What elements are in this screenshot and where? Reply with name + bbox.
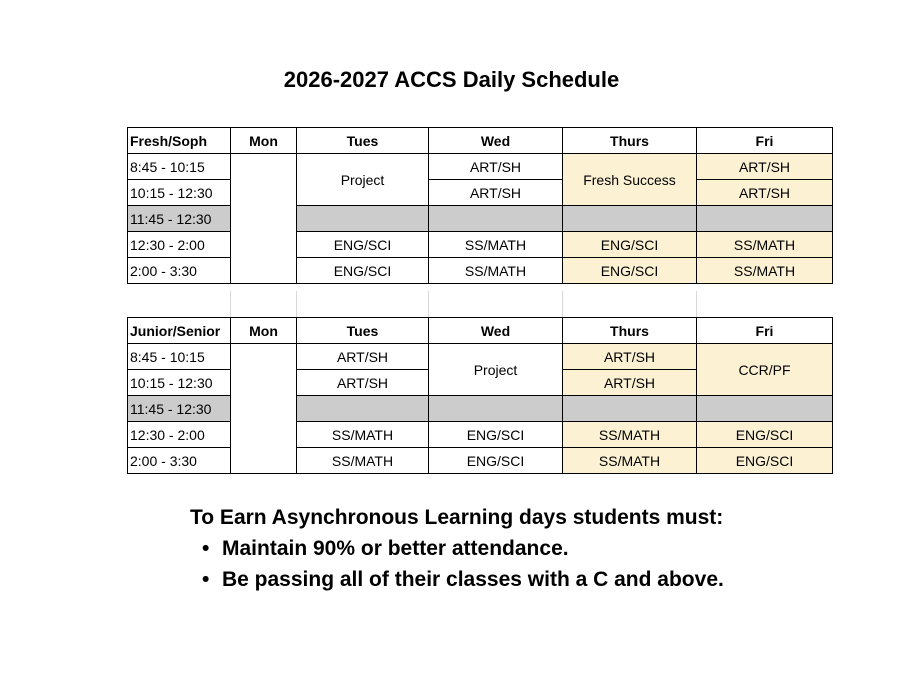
class-cell: SS/MATH bbox=[297, 448, 429, 474]
class-cell: ART/SH bbox=[563, 370, 697, 396]
break-cell bbox=[697, 206, 833, 232]
class-cell: ENG/SCI bbox=[429, 422, 563, 448]
day-header-wed: Wed bbox=[429, 318, 563, 344]
time-slot: 8:45 - 10:15 bbox=[128, 154, 231, 180]
table-header-row bbox=[128, 128, 833, 154]
class-cell: Project bbox=[429, 344, 563, 396]
class-cell: SS/MATH bbox=[563, 448, 697, 474]
spacer-divider bbox=[696, 291, 697, 317]
time-slot: 10:15 - 12:30 bbox=[128, 180, 231, 206]
day-header-thurs: Thurs bbox=[563, 128, 697, 154]
group-label: Fresh/Soph bbox=[128, 128, 231, 154]
class-cell: ART/SH bbox=[563, 344, 697, 370]
requirements-heading: To Earn Asynchronous Learning days students must: bbox=[190, 506, 724, 529]
break-cell bbox=[429, 206, 563, 232]
day-header-tues: Tues bbox=[297, 318, 429, 344]
class-cell: SS/MATH bbox=[697, 232, 833, 258]
break-cell bbox=[563, 396, 697, 422]
class-cell: ART/SH bbox=[297, 344, 429, 370]
time-slot: 11:45 - 12:30 bbox=[128, 206, 231, 232]
break-cell bbox=[429, 396, 563, 422]
class-cell: ENG/SCI bbox=[297, 258, 429, 284]
class-cell: ENG/SCI bbox=[429, 448, 563, 474]
day-header-fri: Fri bbox=[697, 128, 833, 154]
time-slot: 2:00 - 3:30 bbox=[128, 258, 231, 284]
requirements-list bbox=[190, 533, 724, 595]
class-cell: ART/SH bbox=[429, 154, 563, 180]
mon-cell bbox=[231, 154, 297, 284]
table-row bbox=[128, 344, 833, 370]
class-cell: SS/MATH bbox=[563, 422, 697, 448]
class-cell: SS/MATH bbox=[429, 258, 563, 284]
break-cell bbox=[563, 206, 697, 232]
break-cell bbox=[297, 206, 429, 232]
day-header-fri: Fri bbox=[697, 318, 833, 344]
time-slot: 12:30 - 2:00 bbox=[128, 422, 231, 448]
class-cell: ART/SH bbox=[697, 154, 833, 180]
table-spacer-row bbox=[127, 291, 832, 317]
class-cell: ENG/SCI bbox=[697, 422, 833, 448]
time-slot: 10:15 - 12:30 bbox=[128, 370, 231, 396]
class-cell: ENG/SCI bbox=[563, 232, 697, 258]
table-row bbox=[128, 154, 833, 180]
class-cell: SS/MATH bbox=[429, 232, 563, 258]
time-slot: 11:45 - 12:30 bbox=[128, 396, 231, 422]
class-cell: ART/SH bbox=[297, 370, 429, 396]
spacer-divider bbox=[428, 291, 429, 317]
day-header-wed: Wed bbox=[429, 128, 563, 154]
day-header-mon: Mon bbox=[231, 318, 297, 344]
junior-senior-schedule-table bbox=[127, 317, 833, 474]
mon-cell bbox=[231, 344, 297, 474]
table-header-row bbox=[128, 318, 833, 344]
class-cell: ART/SH bbox=[697, 180, 833, 206]
day-header-tues: Tues bbox=[297, 128, 429, 154]
time-slot: 8:45 - 10:15 bbox=[128, 344, 231, 370]
list-item: • Maintain 90% or better attendance. bbox=[202, 533, 724, 564]
page-title: 2026-2027 ACCS Daily Schedule bbox=[283, 67, 620, 92]
class-cell: ENG/SCI bbox=[563, 258, 697, 284]
spacer-divider bbox=[562, 291, 563, 317]
class-cell: SS/MATH bbox=[297, 422, 429, 448]
time-slot: 2:00 - 3:30 bbox=[128, 448, 231, 474]
class-cell: ENG/SCI bbox=[297, 232, 429, 258]
day-header-thurs: Thurs bbox=[563, 318, 697, 344]
spacer-divider bbox=[230, 291, 231, 317]
day-header-mon: Mon bbox=[231, 128, 297, 154]
class-cell: ENG/SCI bbox=[697, 448, 833, 474]
class-cell: ART/SH bbox=[429, 180, 563, 206]
class-cell: CCR/PF bbox=[697, 344, 833, 396]
list-item: • Be passing all of their classes with a C and above. bbox=[202, 564, 724, 595]
requirements-section bbox=[190, 502, 724, 595]
class-cell: Project bbox=[297, 154, 429, 206]
class-cell: Fresh Success bbox=[563, 154, 697, 206]
group-label: Junior/Senior bbox=[128, 318, 231, 344]
class-cell: SS/MATH bbox=[697, 258, 833, 284]
break-cell bbox=[697, 396, 833, 422]
break-cell bbox=[297, 396, 429, 422]
spacer-divider bbox=[296, 291, 297, 317]
fresh-soph-schedule-table bbox=[127, 127, 833, 284]
time-slot: 12:30 - 2:00 bbox=[128, 232, 231, 258]
